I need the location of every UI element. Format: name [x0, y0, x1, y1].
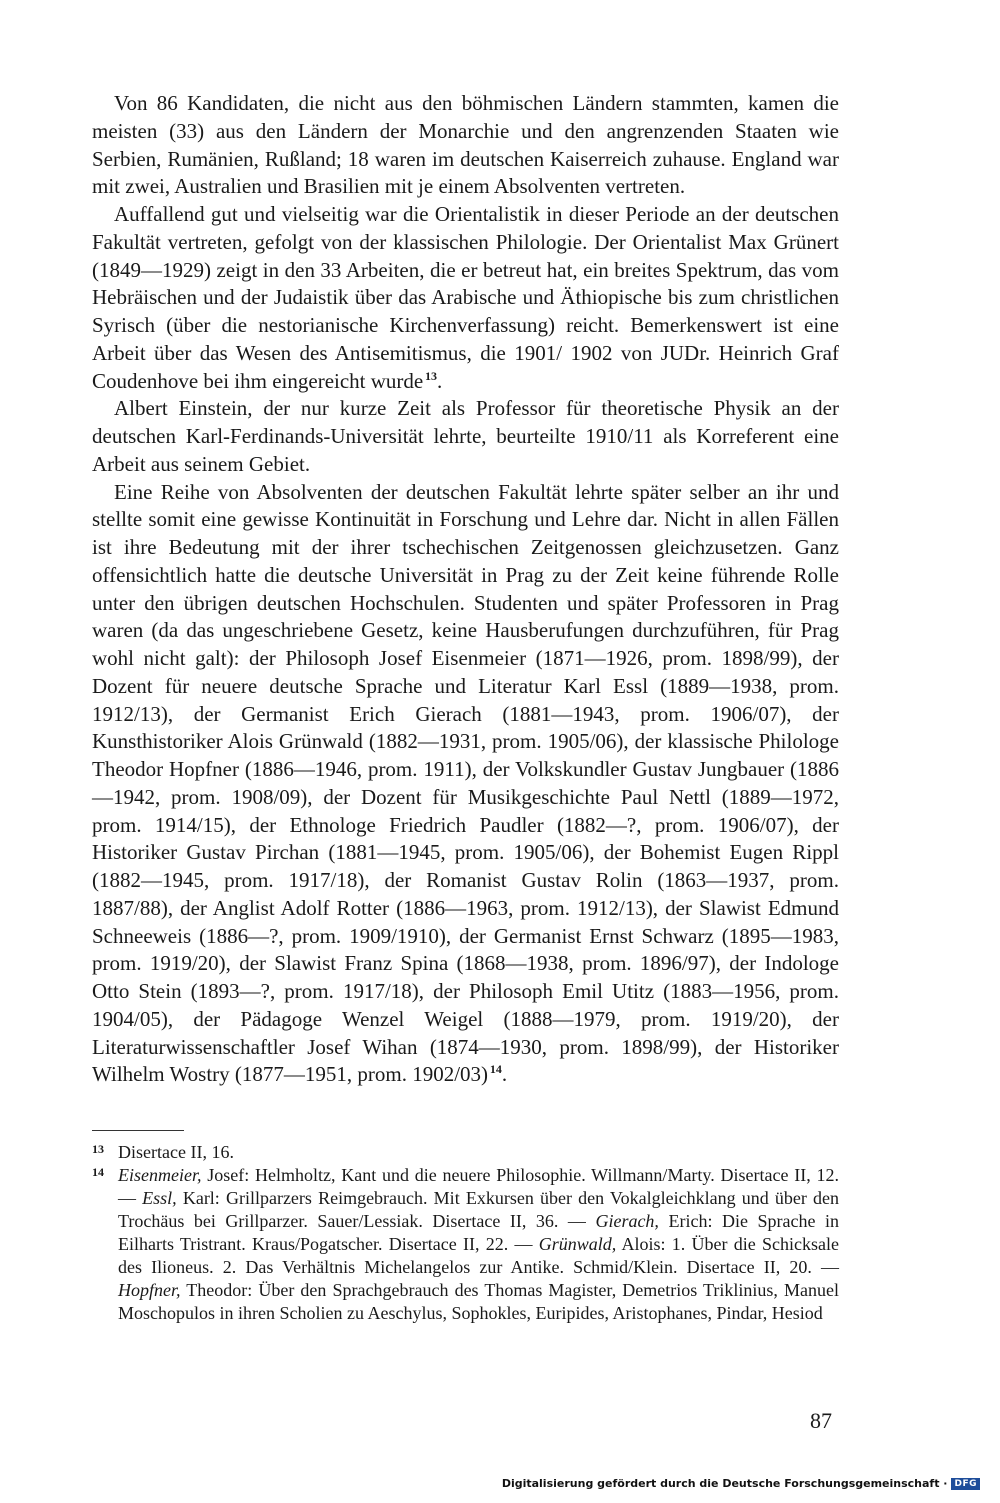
digitization-footer — [502, 1477, 980, 1490]
paragraph-3: Albert Einstein, der nur kurze Zeit als Professor für theoretische Physik an der deutschen Karl-Ferdinands-Universität lehrte, beurteilte 1910/11 als Korreferent eine Arbeit aus seinem Gebiet. — [92, 396, 839, 476]
author-name: Eisenmeier, — [118, 1165, 202, 1185]
footer-text: Digitalisierung gefördert durch die Deutsche Forschungsgemeinschaft · — [501, 1477, 948, 1490]
footnotes — [92, 1141, 839, 1325]
footnote-number: 13 — [92, 1142, 104, 1156]
footnote-14 — [92, 1164, 839, 1325]
footnote-text: Eisenmeier, Josef: Helmholtz, Kant und die neuere Philosophie. Willmann/Marty. Disertace II, 12. — Essl, Karl: Grillparzers Reimgebrauch. Mit Exkursen über den Vokalgleichklang und über den Trochäus bei Grillparzer. Sauer/Lessiak. Disertace II, 36. — Gierach, Erich: Die Sprache in Eilharts Tristrant. Kraus/Pogatscher. Disertace II, 22. — Grünwald, Alois: 1. Über die Schicksale des Ilioneus. 2. Das Verhältnis Michelangelos zur Antike. Schmid/Klein. Disertace II, 20. — Hopfner, Theodor: Über den Sprachgebrauch des Thomas Magister, Demetrios Triklinius, Manuel Moschopulos in ihren Scholien zu Aeschylus, Sophokles, Euripides, Aristophanes, Pindar, Hesiod — [118, 1165, 840, 1323]
footnote-divider — [92, 1130, 184, 1131]
footnote-ref-13[interactable]: 13 — [425, 368, 437, 383]
author-name: Hopfner, — [118, 1280, 181, 1300]
paragraph-2: Auffallend gut und vielseitig war die Orientalistik in dieser Periode an der deutschen Fakultät vertreten, gefolgt von der klassischen Philologie. Der Orientalist Max Grünert (1849—1929) zeigt in den 33 Arbeiten, die er betreut hat, ein breites Spektrum, das vom Hebräischen und der Judaistik über das Arabische und Äthiopische bis zum christlichen Syrisch (über die nestorianische Kirchenverfassung) reicht. Bemerkenswert ist eine Arbeit über das Wesen des Antisemitismus, die 1901/ 1902 von JUDr. Heinrich Graf Coudenhove bei ihm eingereicht wurde $^{13}$. — [92, 202, 839, 393]
footnote-text: Disertace II, 16. — [118, 1142, 234, 1162]
body-text — [92, 90, 839, 1089]
dfg-logo: DFG — [951, 1478, 980, 1490]
footnote-ref-14[interactable]: 14 — [489, 1062, 502, 1077]
paragraph-1: Von 86 Kandidaten, die nicht aus den böhmischen Ländern stammten, kamen die meisten (33) aus den Ländern der Monarchie und den angrenzenden Staaten wie Serbien, Rumänien, Rußland; 18 waren im deutschen Kaiserreich zuhause. England war mit zwei, Australien und Brasilien mit je einem Absolventen vertreten. — [92, 91, 839, 199]
page-number: 87 — [810, 1408, 832, 1433]
author-name: Essl, — [142, 1188, 177, 1208]
author-name: Gierach, — [595, 1211, 659, 1231]
footnote-number: 14 — [92, 1165, 104, 1179]
footnote-13 — [92, 1141, 839, 1164]
paragraph-4: Eine Reihe von Absolventen der deutschen Fakultät lehrte später selber an ihr und stellte somit eine gewisse Kontinuität in Forschung und Lehre dar. Nicht in allen Fällen ist ihre Bedeutung mit der ihrer tschechischen Zeitgenossen gleichzusetzen. Ganz offensichtlich hatte die deutsche Universität in Prag zu der Zeit keine führende Rolle unter den übrigen deutschen Hochschulen. Studenten und später Professoren in Prag waren (da das ungeschriebene Gesetz, keine Hausberufungen durchzuführen, für Prag wohl nicht galt): der Philosoph Josef Eisenmeier (1871—1926, prom. 1898/99), der Dozent für neuere deutsche Sprache und Literatur Karl Essl (1889—1938, prom. 1912/13), der Germanist Erich Gierach (1881—1943, prom. 1906/07), der Kunsthistoriker Alois Grünwald (1882—1931, prom. 1905/06), der klassische Philologe Theodor Hopfner (1886—1946, prom. 1911), der Volkskundler Gustav Jungbauer (1886—1942, prom. 1908/09), der Dozent für Musikgeschichte Paul Nettl (1889—1972, prom. 1914/15), der Ethnologe Friedrich Paudler (1882—?, prom. 1906/07), der Historiker Gustav Pirchan (1881—1945, prom. 1905/06), der Bohemist Eugen Rippl (1882—1945, prom. 1917/18), der Romanist Gustav Rolin (1863—1937, prom. 1887/88), der Anglist Adolf Rotter (1886—1963, prom. 1912/13), der Slawist Edmund Schneeweis (1886—?, prom. 1909/1910), der Germanist Ernst Schwarz (1895—1983, prom. 1919/20), der Slawist Franz Spina (1868—1938, prom. 1896/97), der Indologe Otto Stein (1893—?, prom. 1917/18), der Philosoph Emil Utitz (1883—1956, prom. 1904/05), der Pädagoge Wenzel Weigel (1888—1979, prom. 1919/20), der Literaturwissenschaftler Josef Wihan (1874—1930, prom. 1898/99), der Historiker Wilhelm Wostry (1877—1951, prom. 1902/03) $^{14}$. — [92, 479, 839, 1087]
author-name: Grünwald, — [538, 1234, 617, 1254]
